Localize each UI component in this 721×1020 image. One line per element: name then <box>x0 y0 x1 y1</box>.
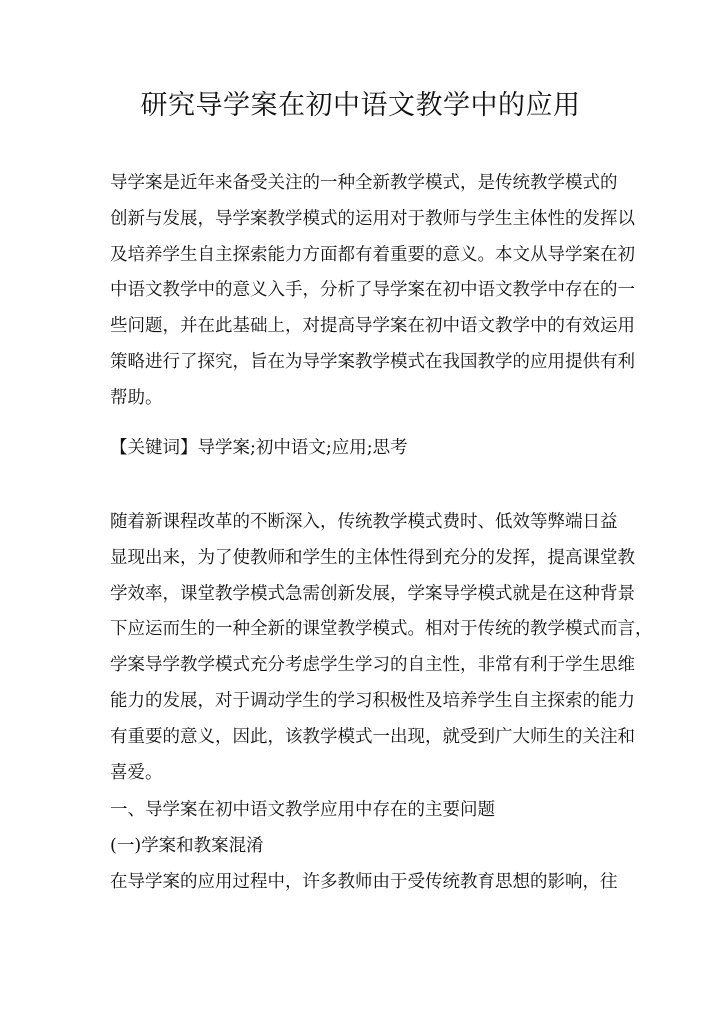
subsection-paragraph <box>110 865 618 901</box>
abstract-line: 策略进行了探究，旨在为导学案教学模式在我国教学的应用提供有利 <box>110 351 635 372</box>
intro-line: 显现出来，为了使教师和学生的主体性得到充分的发挥，提高课堂教 <box>110 547 635 568</box>
intro-line: 喜爱。 <box>110 762 163 783</box>
intro-line: 学效率，课堂教学模式急需创新发展，学案导学模式就是在这种背景 <box>110 583 635 604</box>
intro-line: 随着新课程改革的不断深入，传统教学模式费时、低效等弊端日益 <box>110 512 618 532</box>
section-heading <box>110 793 613 829</box>
intro-line: 有重要的意义，因此，该教学模式一出现，就受到广大师生的关注和 <box>110 726 635 747</box>
subsection-heading-text: (一)学案和教案混淆 <box>110 836 264 856</box>
keywords-text: 【关键词】导学案;初中语文;应用;思考 <box>110 438 408 458</box>
abstract-paragraph <box>110 166 635 417</box>
paragraph-line: 在导学案的应用过程中，许多教师由于受传统教育思想的影响，往 <box>110 872 618 892</box>
abstract-line: 导学案是近年来备受关注的一种全新教学模式，是传统教学模式的 <box>110 173 618 193</box>
abstract-line: 创新与发展，导学案教学模式的运用对于教师与学生主体性的发挥以 <box>110 208 635 229</box>
section-heading-text: 一、导学案在初中语文教学应用中存在的主要问题 <box>110 800 495 820</box>
document-title: 研究导学案在初中语文教学中的应用 <box>140 90 581 121</box>
intro-line: 学案导学教学模式充分考虑学生学习的自主性，非常有利于学生思维 <box>110 655 635 676</box>
intro-line: 能力的发展，对于调动学生的学习积极性及培养学生自主探索的能力 <box>110 690 635 711</box>
keywords-line <box>110 431 613 467</box>
abstract-line: 中语文教学中的意义入手，分析了导学案在初中语文教学中存在的一 <box>110 280 635 301</box>
intro-paragraph <box>110 505 653 791</box>
intro-line: 下应运而生的一种全新的课堂教学模式。相对于传统的教学模式而言， <box>110 619 653 640</box>
abstract-line: 及培养学生自主探索能力方面都有着重要的意义。本文从导学案在初 <box>110 244 635 265</box>
abstract-line: 些问题，并在此基础上，对提高导学案在初中语文教学中的有效运用 <box>110 316 635 337</box>
subsection-heading <box>110 829 613 865</box>
abstract-line: 帮助。 <box>110 387 163 408</box>
